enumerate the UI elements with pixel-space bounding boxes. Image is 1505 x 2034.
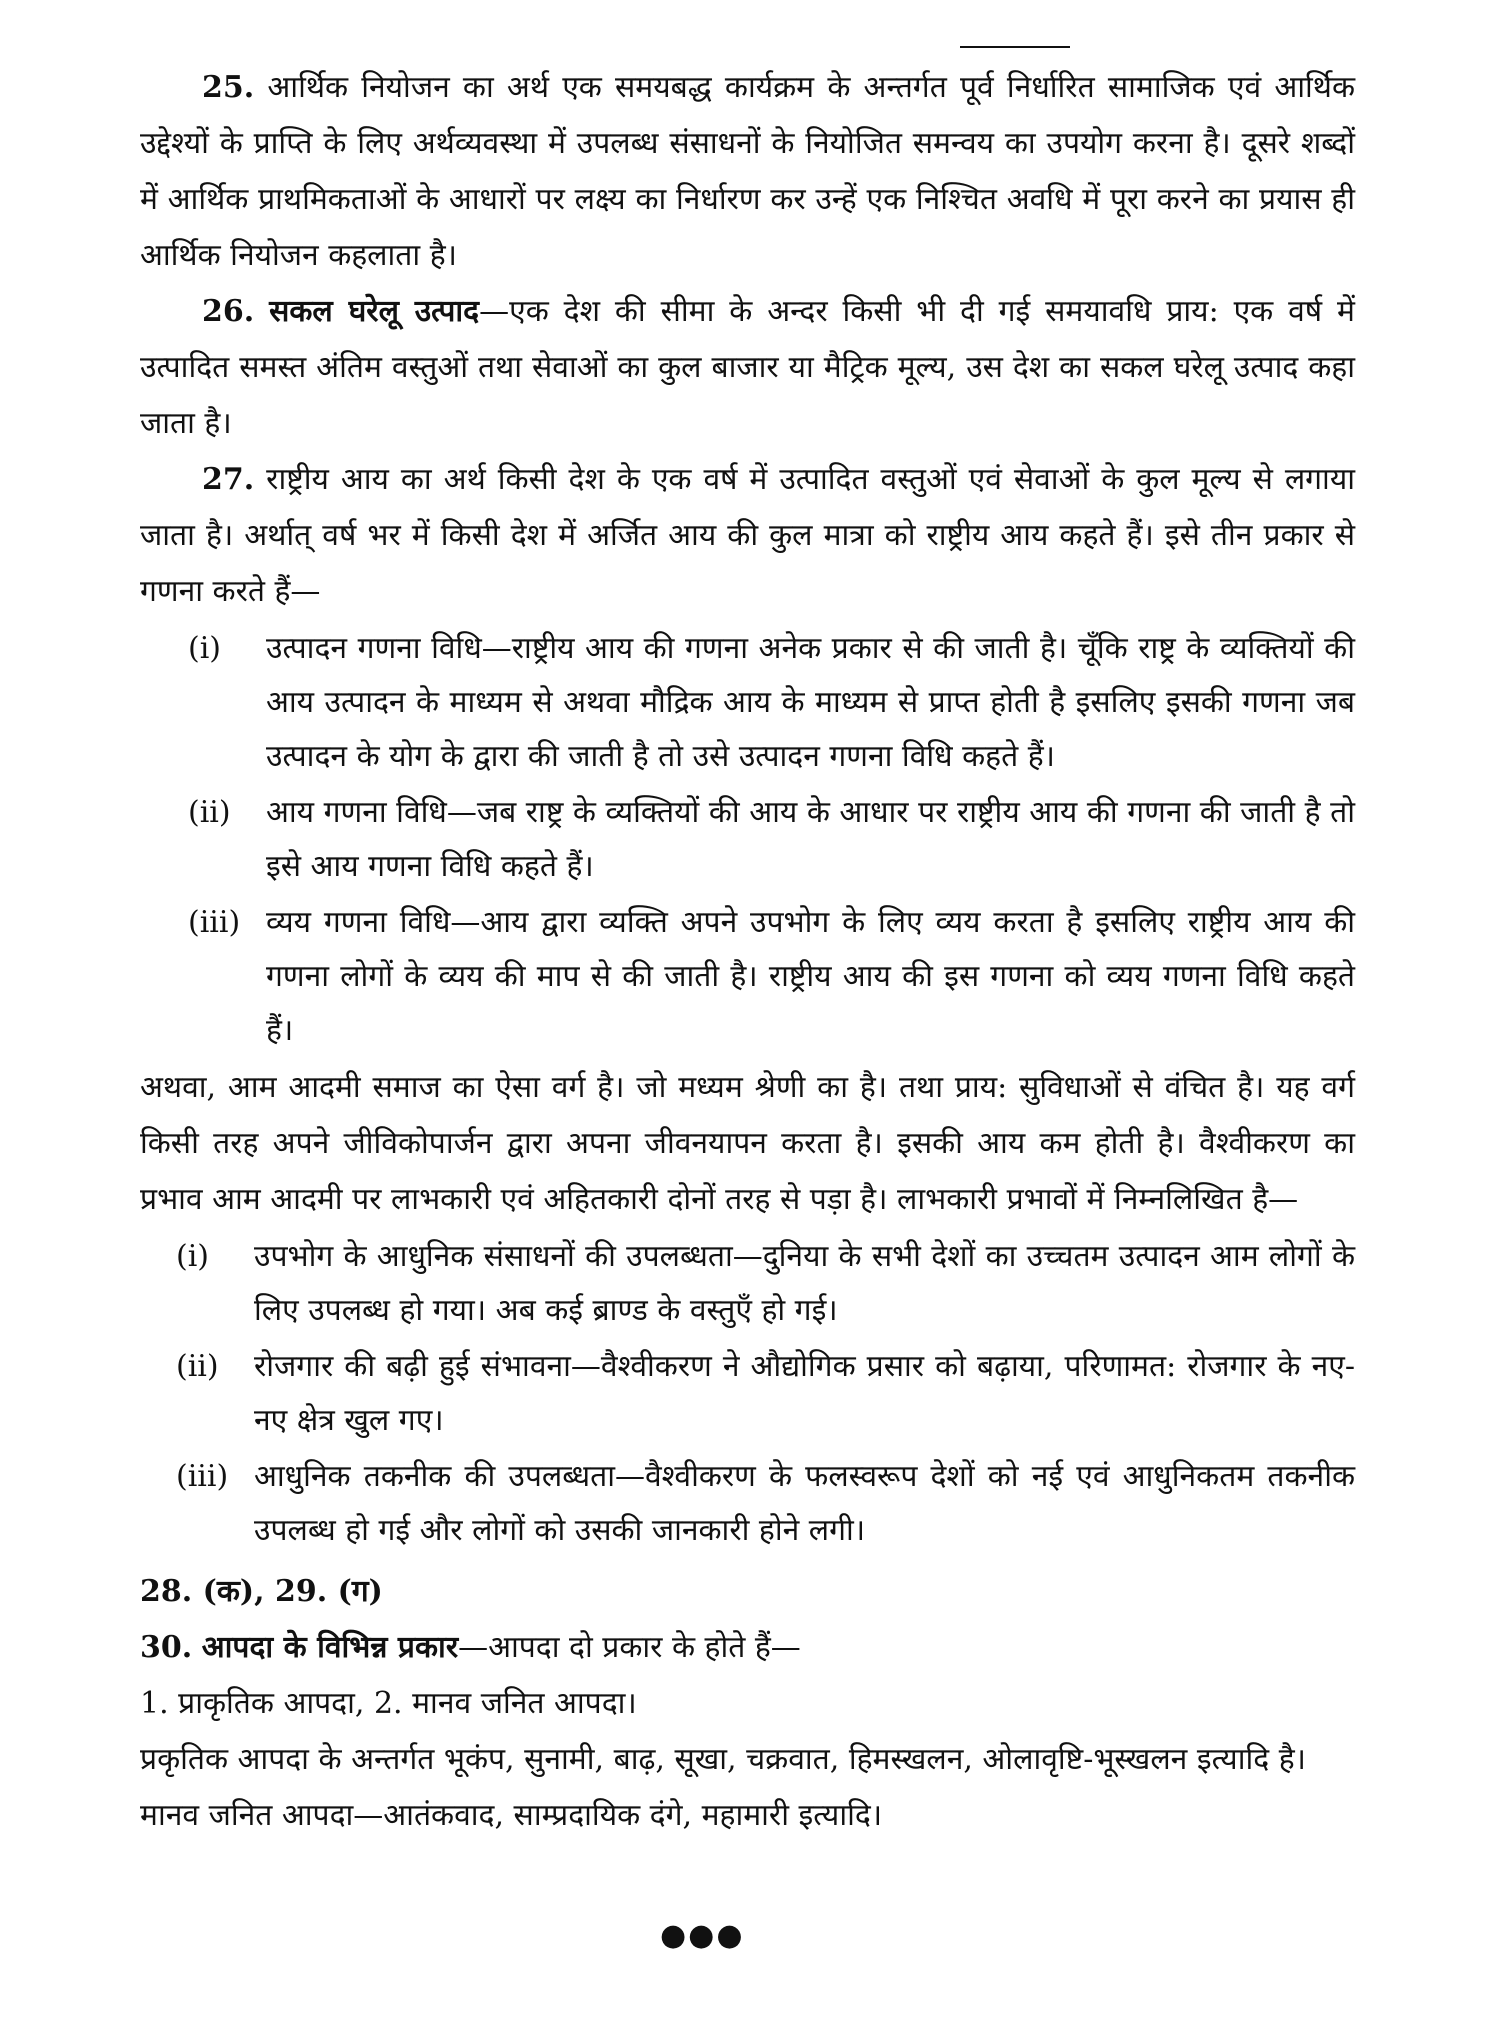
answer-text: —एक देश की सीमा के अन्दर किसी भी दी गई समयावधि प्राय: एक वर्ष में उत्पादित समस्त अंतिम वस्तुओं तथा सेवाओं का कुल बाजार या मैट्रिक मूल्य, उस देश का सकल घरेलू उत्पाद कहा जाता है। — [140, 294, 1355, 441]
list-item — [176, 1230, 1355, 1338]
answer-26 — [140, 284, 1355, 452]
disaster-types: 1. प्राकृतिक आपदा, 2. मानव जनित आपदा। — [140, 1686, 637, 1721]
list-marker: (iii) — [188, 905, 241, 940]
answer-text: आर्थिक नियोजन का अर्थ एक समयबद्ध कार्यक्रम के अन्तर्गत पूर्व निर्धारित सामाजिक एवं आर्थिक उद्देश्यों के प्राप्ति के लिए अर्थव्यवस्था में उपलब्ध संसाधनों के नियोजित समन्वय का उपयोग करना है। दूसरे शब्दों में आर्थिक प्राथमिकताओं के आधारों पर लक्ष्य का निर्धारण कर उन्हें एक निश्चित अवधि में पूरा करने का प्रयास ही आर्थिक नियोजन कहलाता है। — [140, 70, 1355, 273]
list-marker: (iii) — [176, 1459, 229, 1494]
list-item — [188, 786, 1355, 894]
globalization-benefits-list — [176, 1230, 1355, 1558]
answer-text: राष्ट्रीय आय का अर्थ किसी देश के एक वर्ष में उत्पादित वस्तुओं एवं सेवाओं के कुल मूल्य से लगाया जाता है। अर्थात् वर्ष भर में किसी देश में अर्जित आय की कुल मात्रा को राष्ट्रीय आय कहते हैं। इसे तीन प्रकार से गणना करते हैं— — [140, 462, 1355, 609]
list-item-text: आधुनिक तकनीक की उपलब्धता—वैश्वीकरण के फलस्वरूप देशों को नई एवं आधुनिकतम तकनीक उपलब्ध हो गई और लोगों को उसकी जानकारी होने लगी। — [254, 1459, 1355, 1548]
list-item-text: उत्पादन गणना विधि—राष्ट्रीय आय की गणना अनेक प्रकार से की जाती है। चूँकि राष्ट्र के व्यक्तियों की आय उत्पादन के माध्यम से अथवा मौद्रिक आय के माध्यम से प्राप्त होती है इसलिए इसकी गणना जब उत्पादन के योग के द्वारा की जाती है तो उसे उत्पादन गणना विधि कहते हैं। — [266, 631, 1355, 774]
income-methods-list — [188, 622, 1355, 1058]
list-item-text: रोजगार की बढ़ी हुई संभावना—वैश्वीकरण ने औद्योगिक प्रसार को बढ़ाया, परिणामत: रोजगार के नए-नए क्षेत्र खुल गए। — [254, 1349, 1355, 1438]
answer-30 — [140, 1620, 1355, 1676]
list-item — [188, 622, 1355, 784]
alternative-answer: अथवा, आम आदमी समाज का ऐसा वर्ग है। जो मध्यम श्रेणी का है। तथा प्राय: सुविधाओं से वंचित है। यह वर्ग किसी तरह अपने जीविकोपार्जन द्वारा अपना जीवनयापन करता है। इसकी आय कम होती है। वैश्वीकरण का प्रभाव आम आदमी पर लाभकारी एवं अहितकारी दोनों तरह से पड़ा है। लाभकारी प्रभावों में निम्नलिखित है— — [140, 1070, 1355, 1217]
list-item — [176, 1450, 1355, 1558]
answer-number: 27. — [202, 462, 255, 497]
list-item — [176, 1340, 1355, 1448]
end-of-section-mark: ●●● — [660, 1918, 745, 1953]
answers-28-29: 28. (क), 29. (ग) — [140, 1574, 383, 1609]
list-item-text: व्यय गणना विधि—आय द्वारा व्यक्ति अपने उपभोग के लिए व्यय करता है इसलिए राष्ट्रीय आय की गणना लोगों के व्यय की माप से की जाती है। राष्ट्रीय आय की इस गणना को व्यय गणना विधि कहते हैं। — [266, 905, 1355, 1048]
list-marker: (ii) — [176, 1349, 219, 1384]
answer-25 — [140, 60, 1355, 284]
answer-content — [140, 60, 1355, 1844]
list-marker: (i) — [188, 631, 222, 666]
answer-text: —आपदा दो प्रकार के होते हैं— — [458, 1630, 801, 1665]
natural-disaster-text: प्रकृतिक आपदा के अन्तर्गत भूकंप, सुनामी, बाढ़, सूखा, चक्रवात, हिमस्खलन, ओलावृष्टि-भूस्खलन इत्यादि है। — [140, 1742, 1306, 1777]
answer-27 — [140, 452, 1355, 620]
list-marker: (ii) — [188, 795, 231, 830]
answer-heading: सकल घरेलू उत्पाद — [269, 294, 480, 329]
manmade-disaster-text: मानव जनित आपदा—आतंकवाद, साम्प्रदायिक दंगे, महामारी इत्यादि। — [140, 1798, 883, 1833]
list-item — [188, 896, 1355, 1058]
answer-number: 30. — [140, 1630, 193, 1665]
answer-number: 26. — [202, 294, 255, 329]
list-marker: (i) — [176, 1239, 210, 1274]
top-rule — [960, 46, 1070, 48]
list-item-text: आय गणना विधि—जब राष्ट्र के व्यक्तियों की आय के आधार पर राष्ट्रीय आय की गणना की जाती है तो इसे आय गणना विधि कहते हैं। — [266, 795, 1355, 884]
answer-number: 25. — [202, 70, 255, 105]
list-item-text: उपभोग के आधुनिक संसाधनों की उपलब्धता—दुनिया के सभी देशों का उच्चतम उत्पादन आम लोगों के लिए उपलब्ध हो गया। अब कई ब्राण्ड के वस्तुएँ हो गई। — [254, 1239, 1355, 1328]
answer-heading: आपदा के विभिन्न प्रकार — [201, 1630, 459, 1665]
